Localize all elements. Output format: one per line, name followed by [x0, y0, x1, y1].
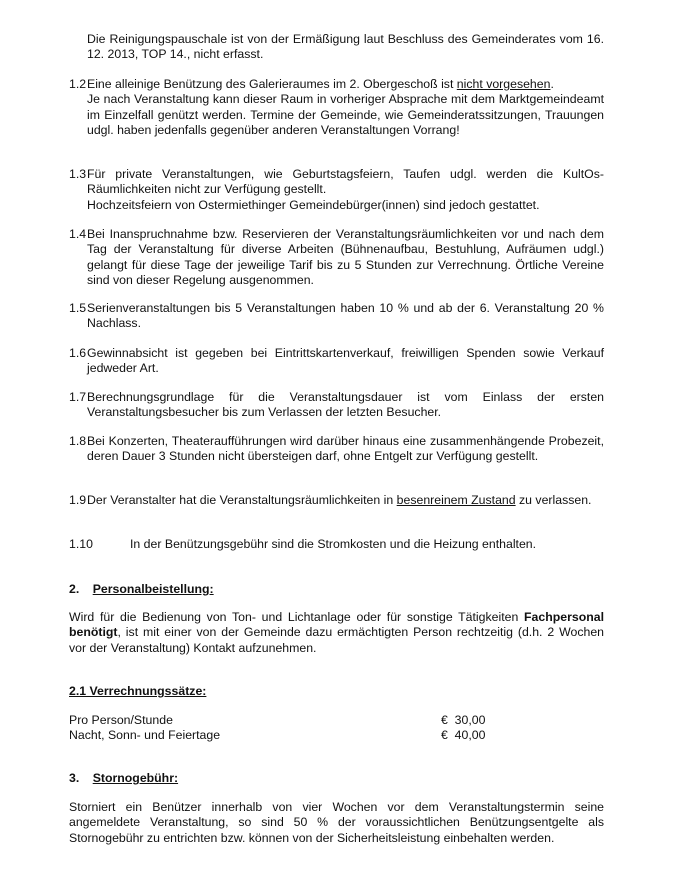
- section-3-paragraph: Storniert ein Benützer innerhalb von vier Wochen vor dem Veranstaltungstermin seine angemeldete Veranstaltung, so sind 50 % der voraussichtlichen Benützungsentgelte als Stornogebühr zu entrichten bzw. können von der Sicherheitsleistung einbehalten werden.: [69, 800, 604, 845]
- rate-amount: € 40,00: [441, 728, 486, 743]
- item-1-7: [69, 390, 604, 421]
- section-number: 3.: [69, 771, 80, 785]
- bold-text: Fachpersonal benötigt: [69, 610, 604, 640]
- section-2-paragraph: Wird für die Bedienung von Ton- und Lichtanlage oder für sonstige Tätigkeiten Fachpersonal benötigt, ist mit einer von der Gemeinde dazu ermächtigten Person rechtzeitig (d.h. 2 Wochen vor der Veranstaltung) Kontakt aufzunehmen.: [69, 610, 604, 655]
- section-title: Personalbeistellung:: [92, 582, 214, 596]
- item-text-continued: Hochzeitsfeiern von Ostermiethinger Gemeindebürger(innen) sind jedoch gestattet.: [87, 197, 540, 212]
- item-text-continued: Je nach Veranstaltung kann dieser Raum in vorheriger Absprache mit dem Marktgemeindeamt im Einzelfall genützt werden. Termine der Gemeinde, wie Gemeinderatssitzungen, Trauungen udgl. haben jedenfalls gegenüber anderen Veranstaltungen Vorrang!: [87, 92, 604, 138]
- rate-row: [69, 728, 486, 743]
- item-1-8: [69, 434, 604, 465]
- item-number: 1.6: [69, 346, 87, 360]
- item-text: Serienveranstaltungen bis 5 Veranstaltungen haben 10 % und ab der 6. Veranstaltung 20 % Nachlass.: [87, 301, 604, 331]
- item-number: 1.7: [69, 390, 87, 404]
- section-title: Stornogebühr:: [92, 771, 179, 785]
- item-text: Gewinnabsicht ist gegeben bei Eintrittskartenverkauf, freiwilligen Spenden sowie Verkauf jedweder Art.: [87, 346, 604, 376]
- rate-amount: € 30,00: [441, 713, 486, 727]
- item-1-10: [69, 537, 604, 552]
- section-2-heading: [69, 582, 214, 597]
- rate-label: Nacht, Sonn- und Feiertage: [69, 728, 221, 743]
- item-text: Eine alleinige Benützung des Galerieraumes im 2. Obergeschoß ist: [87, 77, 457, 91]
- intro-paragraph: Die Reinigungspauschale ist von der Ermäßigung laut Beschluss des Gemeinderates vom 16. 12. 2013, TOP 14., nicht erfasst.: [87, 32, 604, 62]
- underlined-text: besenreinem Zustand: [396, 493, 516, 507]
- item-text: Bei Inanspruchnahme bzw. Reservieren der Veranstaltungsräumlichkeiten vor und nach dem Tag der Veranstaltung für diverse Arbeiten (Bühnenaufbau, Bestuhlung, Aufräumen udgl.) gelangt für diese Tage der jeweilige Tarif bis zu 5 Stunden zur Verrechnung. Örtliche Vereine sind von dieser Regelung ausgenommen.: [87, 227, 604, 288]
- rate-label: Pro Person/Stunde: [69, 713, 173, 727]
- item-number: 1.5: [69, 301, 87, 315]
- item-number: 1.10: [69, 537, 93, 551]
- item-1-9: 1.9 Der Veranstalter hat die Veranstaltungsräumlichkeiten in besenreinem Zustand zu verlassen.: [69, 493, 592, 507]
- underlined-text: nicht vorgesehen: [456, 77, 551, 91]
- item-text: Berechnungsgrundlage für die Veranstaltungsdauer ist vom Einlass der ersten Veranstaltungsbesucher bis zum Verlassen der letzten Besucher.: [87, 390, 604, 420]
- section-3-heading: [69, 771, 178, 786]
- section-2-1-heading: [69, 684, 206, 699]
- item-number: 1.3: [69, 167, 87, 181]
- rate-row: [69, 713, 486, 728]
- item-1-5: [69, 301, 604, 332]
- section-title: 2.1 Verrechnungssätze:: [69, 684, 207, 698]
- item-number: 1.8: [69, 434, 87, 448]
- item-number: 1.4: [69, 227, 87, 241]
- item-text: Der Veranstalter hat die Veranstaltungsräumlichkeiten in: [87, 493, 397, 507]
- item-text: Für private Veranstaltungen, wie Geburtstagsfeiern, Taufen udgl. werden die KultOs-Räumlichkeiten nicht zur Verfügung gestellt.: [87, 167, 604, 197]
- item-text: In der Benützungsgebühr sind die Stromkosten und die Heizung enthalten.: [130, 537, 537, 551]
- item-1-6: [69, 346, 604, 377]
- item-number: 1.2: [69, 77, 87, 91]
- item-1-4: [69, 227, 604, 289]
- item-1-2: 1.2 Eine alleinige Benützung des Galerieraumes im 2. Obergeschoß ist nicht vorgesehen. Je nach Veranstaltung kann dieser Raum in vorheriger Absprache mit dem Marktgemeindeamt im Einzelfall genützt werden. Termine der Gemeinde, wie Gemeinderatssitzungen, Trauungen udgl. haben jedenfalls gegenüber anderen Veranstaltungen Vorrang!: [69, 77, 604, 138]
- item-1-3: [69, 167, 604, 213]
- item-number: 1.9: [69, 493, 87, 507]
- item-text: Bei Konzerten, Theateraufführungen wird darüber hinaus eine zusammenhängende Probezeit, deren Dauer 3 Stunden nicht übersteigen darf, ohne Entgelt zur Verfügung gestellt.: [87, 434, 604, 464]
- rates-table: [69, 713, 486, 744]
- section-number: 2.: [69, 582, 80, 596]
